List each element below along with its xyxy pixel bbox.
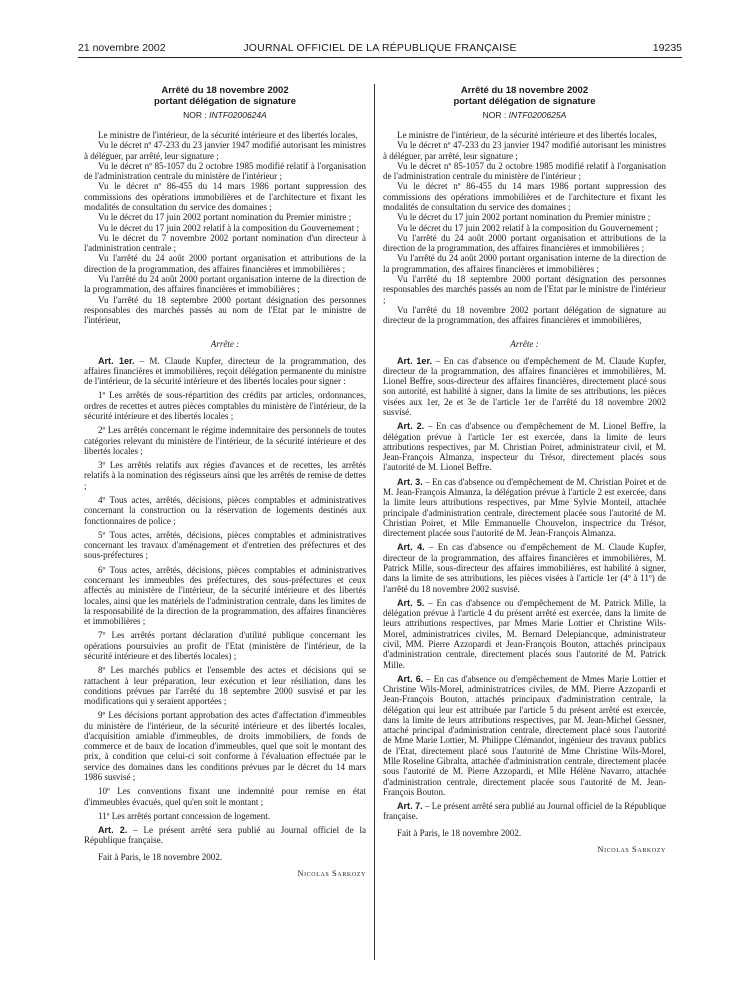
preamble-paragraph: Vu le décret du 17 juin 2002 relatif à la composition du Gouvernement ;	[98, 222, 359, 233]
nor-reference	[84, 110, 366, 120]
list-item: 4º Tous actes, arrêtés, décisions, pièces comptables et administratives concernant la construction ou la réservation de logements destinés aux fonctionnaires de police ;	[84, 495, 366, 526]
article-text: – En cas d'absence ou d'empêchement de M. Patrick Mille, la délégation prévue à l'article 4 du présent arrêté est exercée, dans la limite de leurs attributions respectives, par Mmes Marie Lottier et Christine Wils-Morel, administratrices civiles, M. Bernard Delepiancque, administrateur civil, MM. Pierre Azzopardi et Jean-François Bouton, attachés principaux d'administration centrale, directement placés sous l'autorité de M. Patrick Mille.	[383, 597, 666, 670]
preamble-paragraph: Vu le décret nº 47-233 du 23 janvier 1947 modifié autorisant les ministres à déléguer, par arrêté, leur signature ;	[383, 140, 666, 161]
article-label: Art. 2.	[98, 825, 128, 836]
article	[383, 477, 666, 539]
list-item: 5º Tous actes, arrêtés, décisions, pièces comptables et administratives concernant les travaux d'aménagement et d'entretien des préfectures et des sous-préfectures ;	[84, 529, 366, 561]
article-text: – Le présent arrêté sera publié au Journal officiel de la République française.	[84, 825, 366, 846]
right-column	[383, 86, 666, 854]
arrete-heading: Arrête :	[510, 339, 539, 350]
list-item: 1º Les arrêtés de sous-répartition des crédits par articles, ordonnances, ordres de recettes et autres pièces comptables du ministère de l'intérieur, de la sécurité intérieure et des libertés locales ;	[84, 390, 366, 422]
header-rule	[78, 57, 682, 58]
left-column	[84, 86, 366, 878]
list-item: 10º Les conventions fixant une indemnité pour remise en état d'immeubles évacués, quel qu'en soit le montant ;	[84, 786, 366, 807]
article-label: Art. 7.	[397, 801, 423, 812]
decree-title: Arrêté du 18 novembre 2002	[460, 85, 589, 96]
preamble-paragraph: Vu le décret nº 85-1057 du 2 octobre 1985 modifié relatif à l'organisation de l'administration centrale du ministère de l'intérieur ;	[383, 160, 666, 182]
preamble-paragraph: Vu l'arrêté du 24 août 2000 portant organisation et attributions de la direction de la programmation, des affaires financières et immobilières ;	[84, 253, 366, 274]
list-item: 2º Les arrêtés concernant le régime indemnitaire des personnels de toutes catégories relevant du ministère de l'intérieur, de la sécurité intérieure et des libertés locales ;	[84, 425, 366, 456]
preamble-paragraph: Le ministre de l'intérieur, de la sécurité intérieure et des libertés locales,	[397, 130, 657, 140]
list-item: 6º Tous actes, arrêtés, décisions, pièces comptables et administratives concernant les immeubles des préfectures, des sous-préfectures et ceux affectés au ministère de l'intérieur, de la sécurité intérieure et des libertés locales, ainsi que les matériels de l'administration centrale, dans les limites de la responsabilité de la direction de la programmation, des affaires financières et immobilières ;	[84, 564, 366, 627]
article-label: Art. 2.	[397, 421, 425, 432]
article-label: Art. 1er.	[397, 355, 432, 366]
preamble-paragraph: Vu l'arrêté du 24 août 2000 portant organisation interne de la direction de la programmation, des affaires financières et immobilières ;	[84, 273, 366, 295]
preamble-paragraph: Vu le décret du 17 juin 2002 relatif à la composition du Gouvernement ;	[397, 222, 658, 233]
article-text: – En cas d'absence ou d'empêchement de M. Claude Kupfer, directeur de la programmation, des affaires financières et immobilières, M. Patrick Mille, sous-directeur des affaires immobilières, est habilité à signer, dans la limite de ses attributions, les pièces visées à l'article 1er (4º à 11º) de l'arrêté du 18 novembre 2002 susvisé.	[383, 542, 667, 594]
article-text: – En cas d'absence ou d'empêchement de M. Christian Poiret et de M. Jean-François Almanza, la délégation prévue à l'article 2 est exercée, dans la limite leurs attributions respectives, par Mme Sylvie Monteil, attachée principale d'administration centrale, directement placée sous l'autorité de M. Christian Poiret, et Mlle Emmanuelle Chouvelon, inspectrice du Trésor, directement placée sous l'autorité de M. Jean-François Almanza.	[383, 476, 666, 539]
article-text: – Le présent arrêté sera publié au Journal officiel de la République française.	[383, 801, 667, 822]
article-1	[84, 356, 366, 387]
article	[383, 421, 666, 472]
preamble-paragraph: Vu l'arrêté du 18 novembre 2002 portant délégation de signature au directeur de la programmation, des affaires financières et immobilières,	[383, 304, 666, 326]
decree-subtitle: portant délégation de signature	[154, 95, 296, 107]
article	[383, 356, 666, 418]
article	[383, 598, 666, 670]
article-text: – En cas d'absence ou d'empêchement de Mmes Marie Lottier et Christine Wils-Morel, administratrices civiles, de MM. Pierre Azzopardi et Jean-François Bouton, attachés principaux d'administration centrale, la délégation qui leur est attribuée par l'article 5 du présent arrêté est exercée, dans la limite de leurs attributions respectives, par M. Jean-Michel Gessner, attaché principal d'administration centrale, directement placé sous l'autorité de Mme Marie Lottier, M. Philippe Clémandot, ingénieur des travaux publics de l'Etat, directement placé sous l'autorité de Mme Christine Wils-Morel, Mlle Roseline Gibralta, attachée d'administration centrale, directement placée sous l'autorité de M. Pierre Azzopardi, et Mlle Hélène Navarro, attachée d'administration centrale, directement placée sous l'autorité de M. Jean-François Bouton.	[383, 673, 666, 797]
done-at: Fait à Paris, le 18 novembre 2002.	[98, 851, 223, 862]
preamble-paragraph: Vu le décret nº 86-455 du 14 mars 1986 portant suppression des commissions des opérations immobilières et de l'architecture et fixant les modalités de consultation du service des domaines ;	[84, 181, 366, 212]
nor-prefix: NOR :	[482, 110, 509, 120]
list-item: 11º Les arrêtés portant concession de logement.	[98, 810, 271, 821]
preamble-paragraph: Le ministre de l'intérieur, de la sécurité intérieure et des libertés locales,	[98, 130, 358, 140]
article	[383, 801, 666, 822]
header-title: JOURNAL OFFICIEL DE LA RÉPUBLIQUE FRANÇAISE	[243, 42, 517, 54]
article-2	[84, 825, 366, 846]
list-item: 8º Les marchés publics et l'ensemble des actes et décisions qui se rattachent à leur préparation, leur exécution et leur résiliation, dans les conditions prévues par l'arrêté du 18 septembre 2000 susvisé et par les modifications qui y seraient apportées ;	[84, 665, 366, 707]
article-label: Art. 5.	[397, 597, 425, 608]
preamble-paragraph: Vu l'arrêté du 24 août 2000 portant organisation et attributions de la direction de la programmation, des affaires financières et immobilières ;	[383, 232, 666, 254]
article	[383, 542, 666, 593]
preamble-paragraph: Vu le décret du 7 novembre 2002 portant nomination d'un directeur à l'administration centrale ;	[84, 232, 366, 254]
nor-code: INTF0200624A	[209, 110, 267, 120]
list-item: 7º Les arrêtés portant déclaration d'utilité publique concernant les opérations poursuivies au profit de l'Etat (ministère de l'intérieur, de la sécurité intérieure et des libertés locales) ;	[84, 630, 366, 661]
column-divider	[374, 84, 375, 960]
header-date: 21 novembre 2002	[78, 42, 166, 54]
article-label: Art. 6.	[397, 673, 424, 684]
article-text: – En cas d'absence ou d'empêchement de M. Lionel Beffre, la délégation prévue à l'article 1er est exercée, dans la limite de leurs attributions respectives, par M. Christian Poiret, administrateur civil, et M. Jean-François Almanza, inspecteur du Trésor, directement placés sous l'autorité de M. Lionel Beffre.	[383, 421, 666, 473]
nor-prefix: NOR :	[183, 110, 210, 120]
header-page-number: 19235	[652, 42, 682, 54]
signature: Nicolas Sarkozy	[297, 868, 366, 878]
article-text: – M. Claude Kupfer, directeur de la programmation, des affaires financières et immobilières, reçoit délégation permanente du ministre de l'intérieur, de la sécurité intérieure et des libertés locales pour signer :	[84, 355, 366, 387]
decree-title: Arrêté du 18 novembre 2002	[161, 85, 289, 96]
article-label: Art. 1er.	[98, 355, 135, 366]
preamble-paragraph: Vu l'arrêté du 24 août 2000 portant organisation interne de la direction de la programmation, des affaires financières et immobilières ;	[383, 253, 666, 274]
article	[383, 674, 666, 797]
article-label: Art. 4.	[397, 542, 425, 553]
list-item: 9º Les décisions portant approbation des actes d'affectation d'immeubles du ministère de l'intérieur, de la sécurité intérieure et des libertés locales, d'acquisition amiable d'immeubles, de droits immobiliers, de fonds de commerce et de baux de location d'immeubles, quel que soit le montant des prix, à condition que celui-ci soit conforme à l'évaluation effectuée par le service des domaines dans les conditions prévues par le décret du 14 mars 1986 susvisé ;	[84, 710, 366, 783]
preamble-paragraph: Vu le décret nº 47-233 du 23 janvier 1947 modifié autorisant les ministres à déléguer, par arrêté, leur signature ;	[84, 140, 366, 161]
preamble-paragraph: Vu l'arrêté du 18 septembre 2000 portant désignation des personnes responsables des marchés passés au nom de l'Etat par le ministre de l'intérieur ;	[383, 273, 666, 305]
page-header	[78, 42, 682, 56]
nor-reference	[383, 110, 666, 120]
arrete-heading: Arrête :	[210, 339, 240, 350]
nor-code: INTF0200625A	[508, 110, 567, 120]
list-item: 3º Les arrêtés relatifs aux régies d'avances et de recettes, les arrêtés relatifs à la nomination des régisseurs ainsi que les arrêtés de remise de dettes ;	[84, 460, 366, 491]
article-text: – En cas d'absence ou d'empêchement de M. Claude Kupfer, directeur de la programmation, des affaires financières et immobilières, M. Lionel Beffre, sous-directeur des affaires financières, directement placé sous son autorité, est habilité à signer, dans la limite de ses attributions, les pièces visées aux 1er, 2e et 3e de l'article 1er de l'arrêté du 18 novembre 2002 susvisé.	[383, 355, 666, 418]
preamble-paragraph: Vu l'arrêté du 18 septembre 2000 portant désignation des personnes responsables des marchés passés au nom de l'Etat par le ministre de l'intérieur,	[84, 294, 366, 326]
signature: Nicolas Sarkozy	[597, 844, 666, 854]
done-at: Fait à Paris, le 18 novembre 2002.	[397, 827, 522, 838]
preamble-paragraph: Vu le décret nº 85-1057 du 2 octobre 1985 modifié relatif à l'organisation de l'administration centrale du ministère de l'intérieur ;	[84, 160, 366, 182]
preamble-paragraph: Vu le décret nº 86-455 du 14 mars 1986 portant suppression des commissions des opérations immobilières et de l'architecture et fixant les modalités de consultation du service des domaines ;	[383, 181, 666, 212]
decree-subtitle: portant délégation de signature	[453, 95, 596, 107]
preamble-paragraph: Vu le décret du 17 juin 2002 portant nomination du Premier ministre ;	[98, 212, 352, 223]
preamble-paragraph: Vu le décret du 17 juin 2002 portant nomination du Premier ministre ;	[397, 212, 651, 223]
article-label: Art. 3.	[397, 476, 423, 487]
